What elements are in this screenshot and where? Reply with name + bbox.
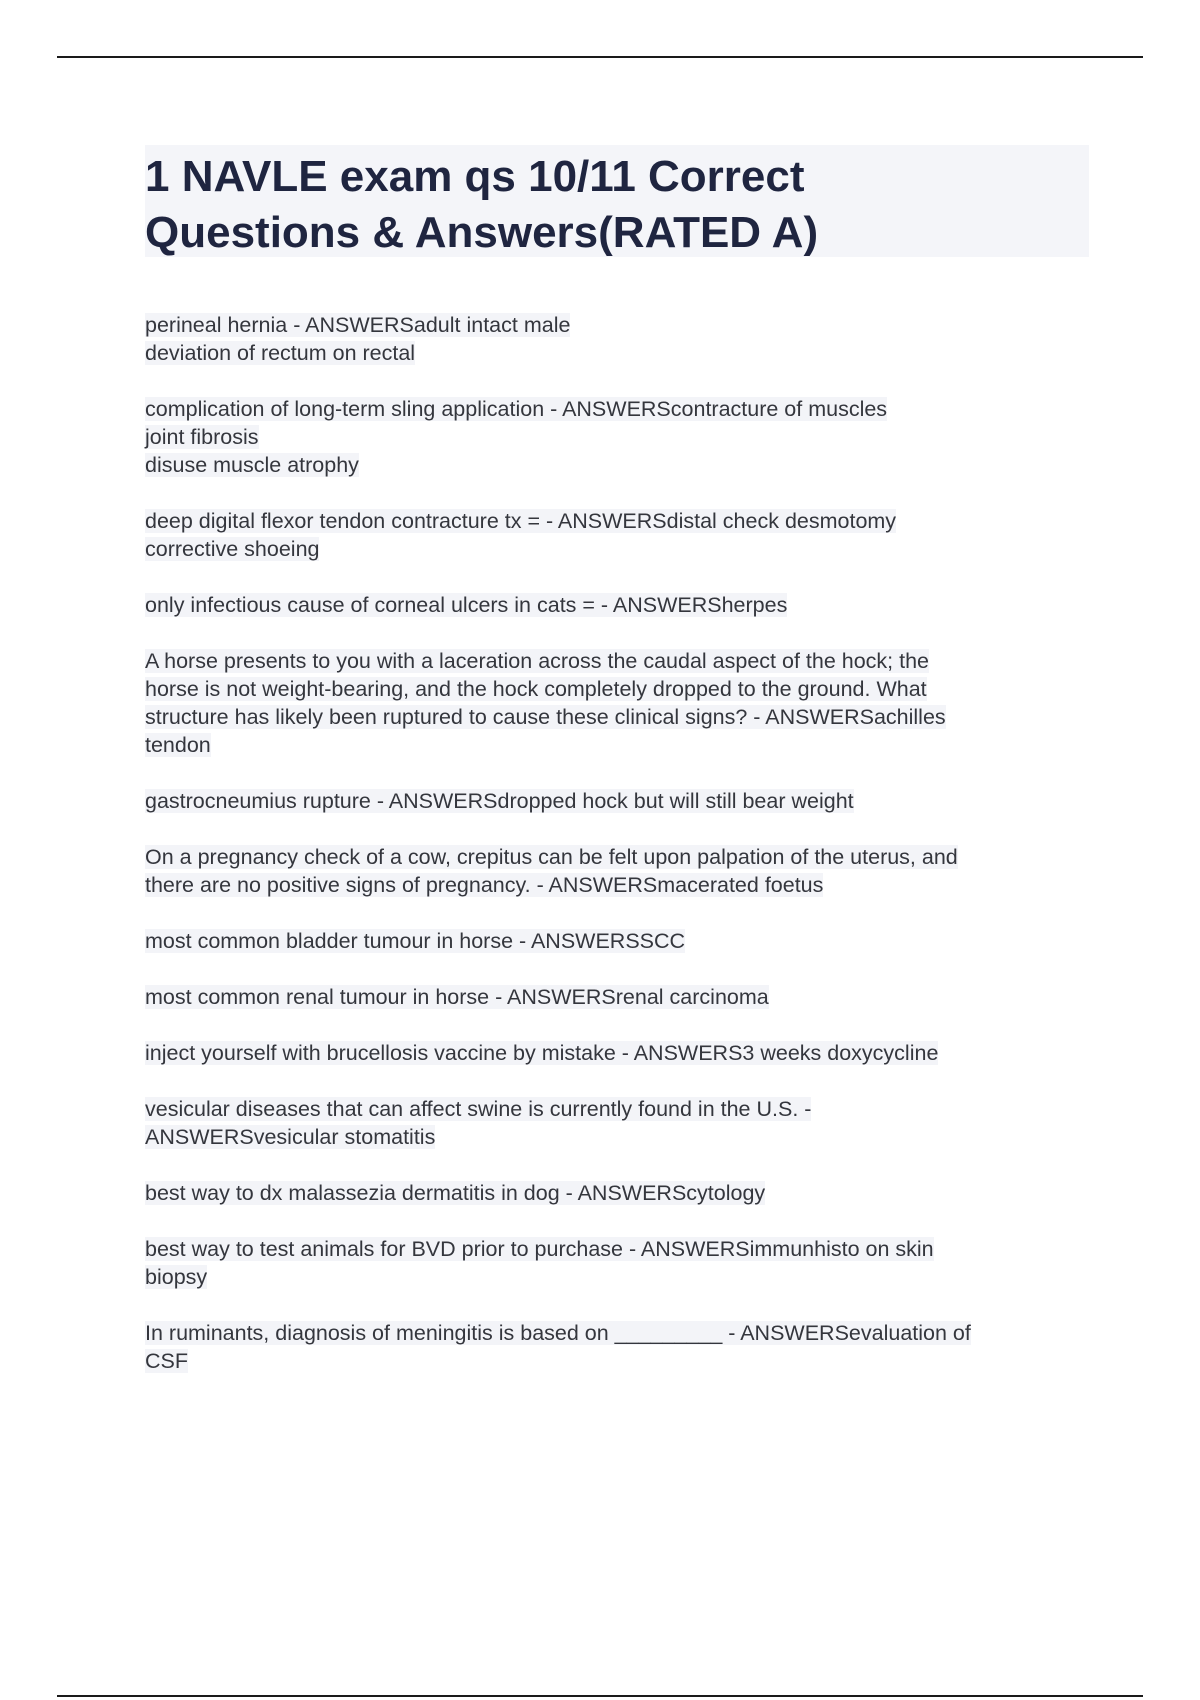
qa-line-text: only infectious cause of corneal ulcers in cats = - ANSWERSherpes: [145, 593, 788, 617]
qa-line: [145, 395, 1085, 423]
qa-line-text: horse is not weight-bearing, and the hock completely dropped to the ground. What: [145, 677, 927, 701]
qa-line-text: deviation of rectum on rectal: [145, 341, 416, 365]
title-line: 1 NAVLE exam qs 10/11 Correct: [145, 152, 805, 201]
qa-item: [145, 1095, 1085, 1151]
qa-line: [145, 647, 1085, 675]
qa-line: [145, 1319, 1085, 1347]
qa-line-text: deep digital flexor tendon contracture tx = - ANSWERSdistal check desmotomy: [145, 509, 897, 533]
qa-item: [145, 843, 1085, 899]
qa-line-text: ANSWERSvesicular stomatitis: [145, 1125, 436, 1149]
qa-line-text: best way to dx malassezia dermatitis in dog - ANSWERScytology: [145, 1181, 766, 1205]
qa-item: [145, 395, 1085, 479]
qa-line: [145, 871, 1085, 899]
document-title: [145, 145, 1089, 261]
title-line: Questions & Answers(RATED A): [145, 208, 819, 257]
qa-line: [145, 311, 1085, 339]
qa-line-text: best way to test animals for BVD prior to purchase - ANSWERSimmunhisto on skin: [145, 1237, 934, 1261]
qa-line: [145, 1095, 1085, 1123]
qa-line-text: On a pregnancy check of a cow, crepitus can be felt upon palpation of the uterus, and: [145, 845, 958, 869]
qa-list: [145, 311, 1085, 1403]
qa-line-text: corrective shoeing: [145, 537, 320, 561]
qa-item: [145, 787, 1085, 815]
qa-line-text: complication of long-term sling application - ANSWERScontracture of muscles: [145, 397, 888, 421]
qa-item: [145, 1039, 1085, 1067]
qa-item: [145, 311, 1085, 367]
qa-item: [145, 927, 1085, 955]
qa-line: [145, 1235, 1085, 1263]
qa-item: [145, 1235, 1085, 1291]
qa-line-text: biopsy: [145, 1265, 208, 1289]
qa-line-text: disuse muscle atrophy: [145, 453, 359, 477]
qa-item: [145, 591, 1085, 619]
qa-line-text: most common renal tumour in horse - ANSWERSrenal carcinoma: [145, 985, 769, 1009]
qa-line: [145, 787, 1085, 815]
qa-line: [145, 703, 1085, 731]
qa-line-text: gastrocneumius rupture - ANSWERSdropped hock but will still bear weight: [145, 789, 854, 813]
qa-line: [145, 731, 1085, 759]
top-rule: [57, 56, 1143, 58]
qa-line: [145, 535, 1085, 563]
qa-item: [145, 507, 1085, 563]
qa-line-text: vesicular diseases that can affect swine is currently found in the U.S. -: [145, 1097, 812, 1121]
qa-line-text: structure has likely been ruptured to cause these clinical signs? - ANSWERSachilles: [145, 705, 946, 729]
qa-line: [145, 1347, 1085, 1375]
bottom-rule: [57, 1695, 1143, 1697]
qa-line: [145, 507, 1085, 535]
qa-line: [145, 927, 1085, 955]
qa-line-text: A horse presents to you with a laceration across the caudal aspect of the hock; the: [145, 649, 930, 673]
qa-item: [145, 983, 1085, 1011]
qa-line-text: CSF: [145, 1349, 188, 1373]
qa-line: [145, 1039, 1085, 1067]
title-block: [145, 145, 1089, 257]
qa-line: [145, 1123, 1085, 1151]
qa-line-text: most common bladder tumour in horse - ANSWERSSCC: [145, 929, 686, 953]
qa-item: [145, 1319, 1085, 1375]
qa-line: [145, 675, 1085, 703]
qa-line-text: perineal hernia - ANSWERSadult intact male: [145, 313, 571, 337]
qa-line-text: there are no positive signs of pregnancy. - ANSWERSmacerated foetus: [145, 873, 824, 897]
qa-line: [145, 843, 1085, 871]
qa-line: [145, 591, 1085, 619]
qa-line: [145, 983, 1085, 1011]
qa-line: [145, 451, 1085, 479]
qa-line: [145, 423, 1085, 451]
qa-line: [145, 1263, 1085, 1291]
qa-line-text: In ruminants, diagnosis of meningitis is based on _________ - ANSWERSevaluation of: [145, 1321, 971, 1345]
qa-line-text: tendon: [145, 733, 211, 757]
qa-line-text: inject yourself with brucellosis vaccine by mistake - ANSWERS3 weeks doxycycline: [145, 1041, 939, 1065]
qa-line: [145, 1179, 1085, 1207]
qa-item: [145, 647, 1085, 759]
qa-line-text: joint fibrosis: [145, 425, 259, 449]
qa-line: [145, 339, 1085, 367]
qa-item: [145, 1179, 1085, 1207]
